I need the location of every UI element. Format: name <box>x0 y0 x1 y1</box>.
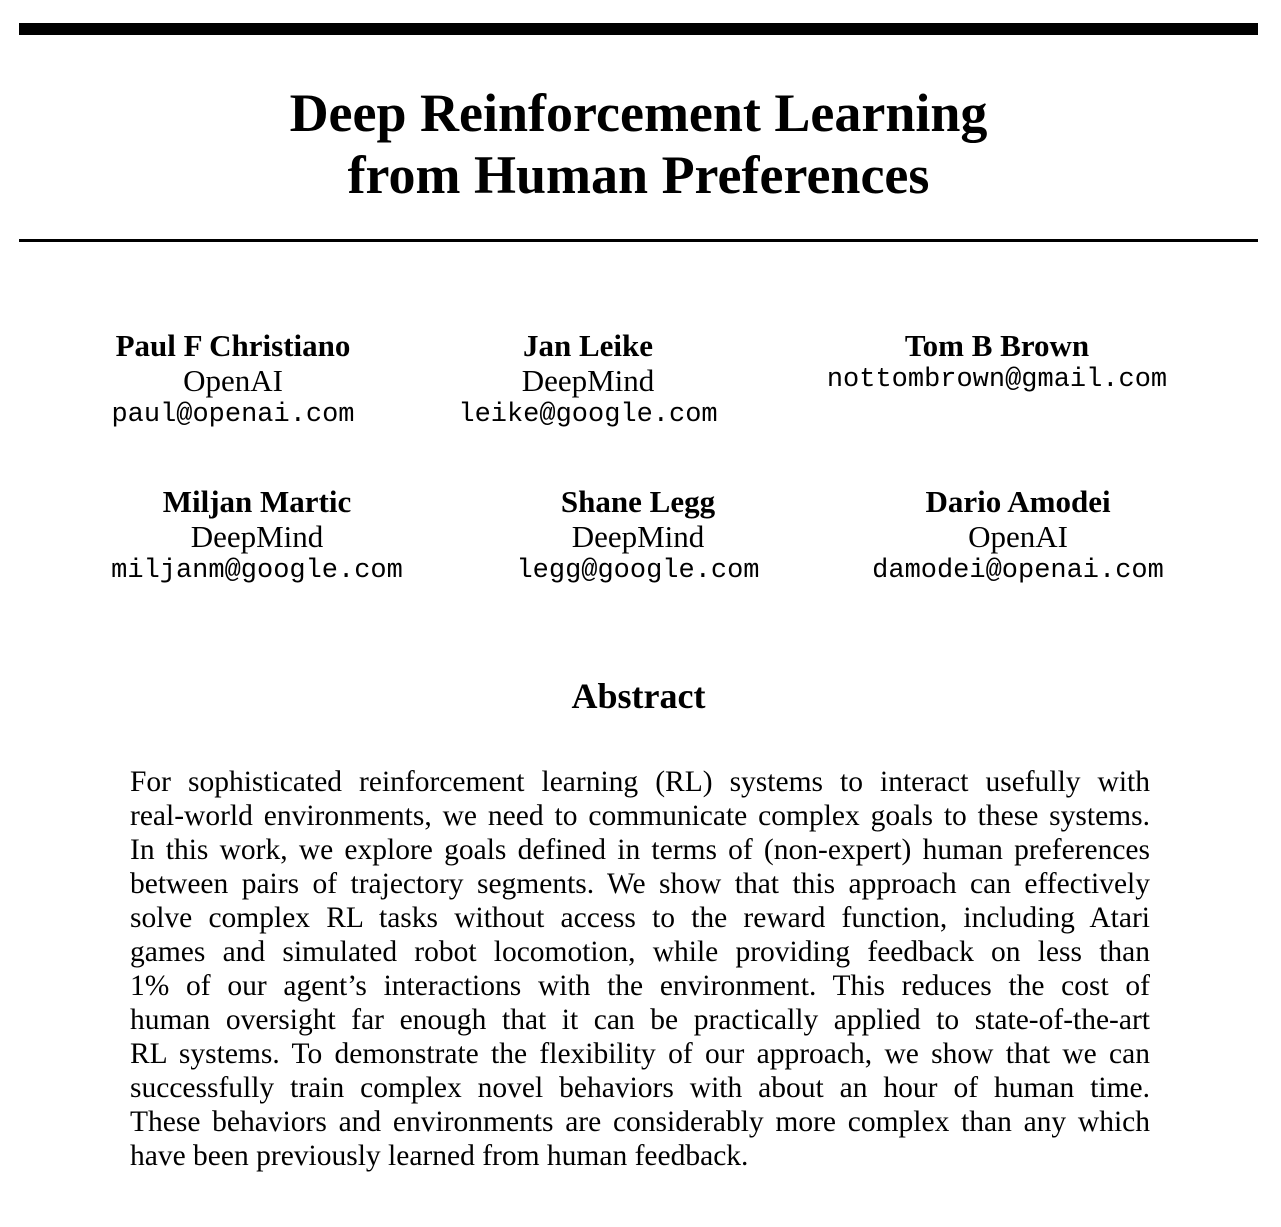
author-affiliation: DeepMind <box>571 519 705 554</box>
top-rule <box>19 23 1258 35</box>
author-email[interactable]: nottombrown@gmail.com <box>826 365 1168 395</box>
author-block <box>398 329 778 433</box>
abstract-line: games and simulated robot locomotion, while providing feedback on less than <box>130 936 1150 968</box>
author-affiliation: OpenAI <box>968 519 1068 554</box>
abstract-line: RL systems. To demonstrate the flexibility of our approach, we show that we can <box>130 1038 1150 1070</box>
abstract-line: real-world environments, we need to communicate complex goals to these systems. <box>130 800 1150 832</box>
abstract-line: These behaviors and environments are considerably more complex than any which <box>130 1106 1150 1138</box>
author-email[interactable]: paul@openai.com <box>111 400 355 430</box>
author-block <box>807 329 1187 398</box>
author-name: Miljan Martic <box>162 484 352 519</box>
author-affiliation: DeepMind <box>521 363 655 398</box>
abstract-line: solve complex RL tasks without access to the reward function, including Atari <box>130 902 1150 934</box>
abstract-line: In this work, we explore goals defined in terms of (non-expert) human preferences <box>130 834 1150 866</box>
author-name: Shane Legg <box>560 484 716 519</box>
title-line-2: from Human Preferences <box>347 145 930 205</box>
author-name: Dario Amodei <box>925 484 1111 519</box>
author-block <box>67 485 447 589</box>
abstract-line: 1% of our agent’s interactions with the environment. This reduces the cost of <box>130 970 1150 1002</box>
author-affiliation: OpenAI <box>183 363 283 398</box>
author-email[interactable]: damodei@openai.com <box>872 556 1164 586</box>
abstract-heading: Abstract <box>571 676 706 716</box>
abstract-line: For sophisticated reinforcement learning (RL) systems to interact usefully with <box>130 766 1150 798</box>
author-block <box>43 329 423 433</box>
abstract-body <box>130 765 1150 1173</box>
abstract-line: successfully train complex novel behaviors with about an hour of human time. <box>130 1072 1150 1104</box>
author-email[interactable]: legg@google.com <box>516 556 760 586</box>
abstract-line: have been previously learned from human feedback. <box>130 1140 749 1172</box>
author-name: Tom B Brown <box>904 328 1090 363</box>
author-affiliation: DeepMind <box>190 519 324 554</box>
author-block <box>828 485 1208 589</box>
author-name: Jan Leike <box>522 328 654 363</box>
author-email[interactable]: leike@google.com <box>458 400 718 430</box>
title-rule <box>19 239 1258 242</box>
abstract-line: human oversight far enough that it can be practically applied to state-of-the-art <box>130 1004 1150 1036</box>
abstract-line: between pairs of trajectory segments. We show that this approach can effectively <box>130 868 1150 900</box>
author-block <box>448 485 828 589</box>
title-line-1: Deep Reinforcement Learning <box>289 83 988 143</box>
author-name: Paul F Christiano <box>115 328 351 363</box>
author-email[interactable]: miljanm@google.com <box>111 556 403 586</box>
paper-title <box>19 82 1258 206</box>
